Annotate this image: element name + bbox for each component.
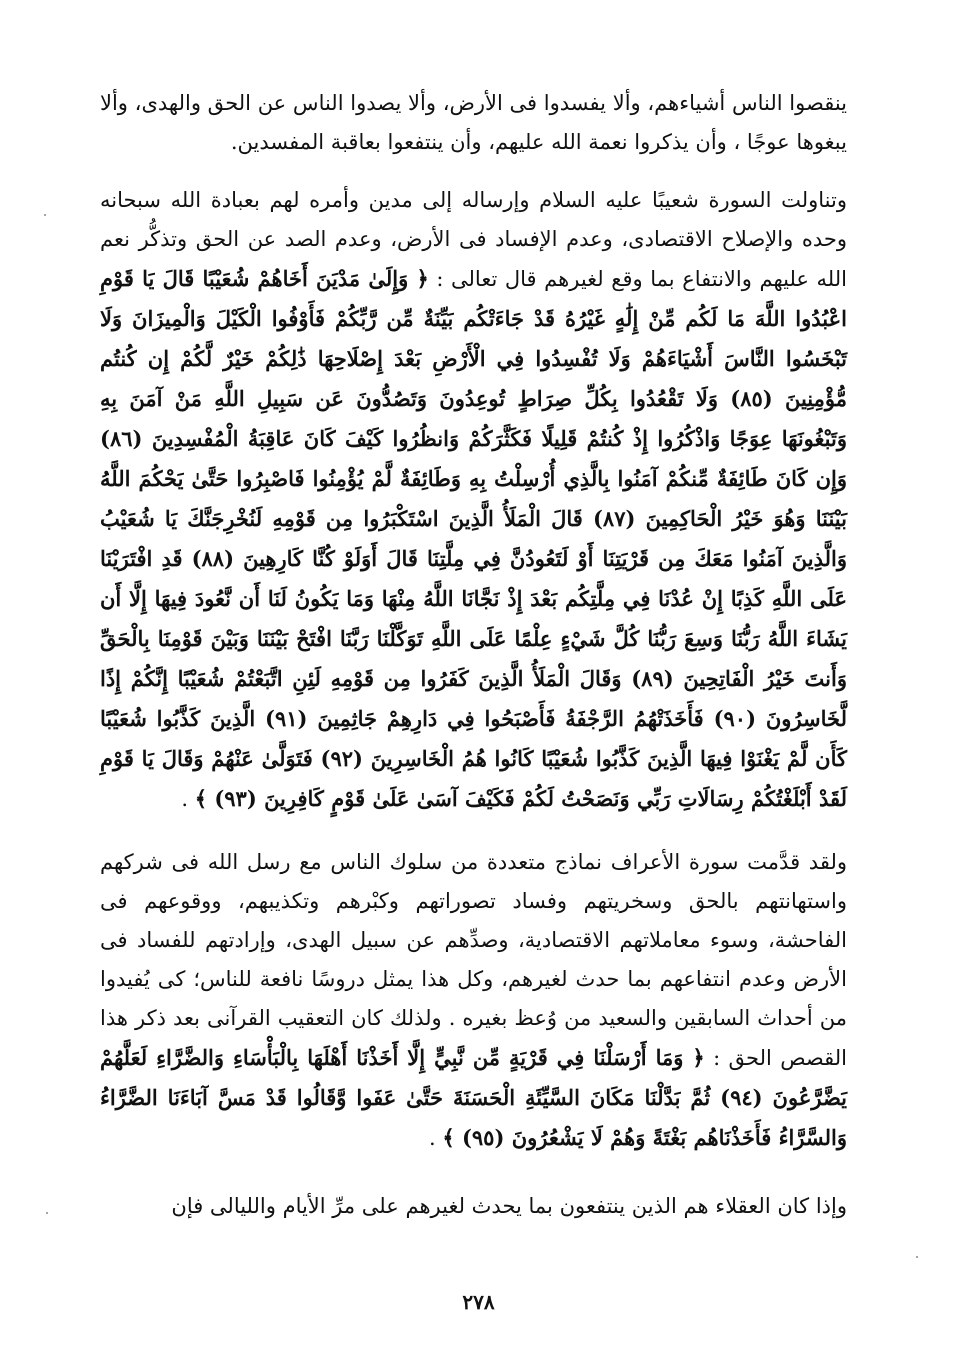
paragraph-4-text: وإذا كان العقلاء هم الذين ينتفعون بما يحدث لغيرهم على مرِّ الأيام والليالى فإن xyxy=(171,1194,847,1218)
quran-quote-1: ﴿ وَإِلَىٰ مَدْيَنَ أَخَاهُمْ شُعَيْبًا قَالَ يَا قَوْمِ اعْبُدُوا اللَّهَ مَا لَكُم مِّنْ إِلَٰهٍ غَيْرُهُ قَدْ جَاءَتْكُم بَيِّنَةٌ مِّن رَّبِّكُمْ فَأَوْفُوا الْكَيْلَ وَالْمِيزَانَ وَلَا تَبْخَسُوا النَّاسَ أَشْيَاءَهُمْ وَلَا تُفْسِدُوا فِي الْأَرْضِ بَعْدَ إِصْلَاحِهَا ذَٰلِكُمْ خَيْرٌ لَّكُمْ إِن كُنتُم مُّؤْمِنِينَ (٨٥) وَلَا تَقْعُدُوا بِكُلِّ صِرَاطٍ تُوعِدُونَ وَتَصُدُّونَ عَن سَبِيلِ اللَّهِ مَنْ آمَنَ بِهِ وَتَبْغُونَهَا عِوَجًا وَاذْكُرُوا إِذْ كُنتُمْ قَلِيلًا فَكَثَّرَكُمْ وَانظُرُوا كَيْفَ كَانَ عَاقِبَةُ الْمُفْسِدِينَ (٨٦) وَإِن كَانَ طَائِفَةٌ مِّنكُمْ آمَنُوا بِالَّذِي أُرْسِلْتُ بِهِ وَطَائِفَةٌ لَّمْ يُؤْمِنُوا فَاصْبِرُوا حَتَّىٰ يَحْكُمَ اللَّهُ بَيْنَنَا وَهُوَ خَيْرُ الْحَاكِمِينَ (٨٧) قَالَ الْمَلَأُ الَّذِينَ اسْتَكْبَرُوا مِن قَوْمِهِ لَنُخْرِجَنَّكَ يَا شُعَيْبُ وَالَّذِينَ آمَنُوا مَعَكَ مِن قَرْيَتِنَا أَوْ لَتَعُودُنَّ فِي مِلَّتِنَا قَالَ أَوَلَوْ كُنَّا كَارِهِينَ (٨٨) قَدِ افْتَرَيْنَا عَلَى اللَّهِ كَذِبًا إِنْ عُدْنَا فِي مِلَّتِكُم بَعْدَ إِذْ نَجَّانَا اللَّهُ مِنْهَا وَمَا يَكُونُ لَنَا أَن نَّعُودَ فِيهَا إِلَّا أَن يَشَاءَ اللَّهُ رَبُّنَا وَسِعَ رَبُّنَا كُلَّ شَيْءٍ عِلْمًا عَلَى اللَّهِ تَوَكَّلْنَا رَبَّنَا افْتَحْ بَيْنَنَا وَبَيْنَ قَوْمِنَا بِالْحَقِّ وَأَنتَ خَيْرُ الْفَاتِحِينَ (٨٩) وَقَالَ الْمَلَأُ الَّذِينَ كَفَرُوا مِن قَوْمِهِ لَئِنِ اتَّبَعْتُمْ شُعَيْبًا إِنَّكُمْ إِذًا لَّخَاسِرُونَ (٩٠) فَأَخَذَتْهُمُ الرَّجْفَةُ فَأَصْبَحُوا فِي دَارِهِمْ جَاثِمِينَ (٩١) الَّذِينَ كَذَّبُوا شُعَيْبًا كَأَن لَّمْ يَغْنَوْا فِيهَا الَّذِينَ كَذَّبُوا شُعَيْبًا كَانُوا هُمُ الْخَاسِرِينَ (٩٢) فَتَوَلَّىٰ عَنْهُمْ وَقَالَ يَا قَوْمِ لَقَدْ أَبْلَغْتُكُمْ رِسَالَاتِ رَبِّي وَنَصَحْتُ لَكُمْ فَكَيْفَ آسَىٰ عَلَىٰ قَوْمٍ كَافِرِينَ (٩٣) ﴾ xyxy=(100,266,848,811)
scan-speck xyxy=(916,1256,918,1258)
paragraph-3-end: . xyxy=(428,1126,436,1150)
page-number: ٢٧٨ xyxy=(462,1290,495,1314)
scan-speck xyxy=(44,214,46,216)
paragraph-1 xyxy=(100,84,847,162)
paragraph-2-intro: وتناولت السورة شعيبًا عليه السلام وإرساله إلى مدين وأمره لهم بعبادة الله سبحانه وحده والإصلاح الاقتصادى، وعدم الإفساد فى الأرض، وعدم الصد عن الحق وتذكُّر نعم الله عليهم والانتفاع بما وقع لغيرهم قال تعالى : xyxy=(100,188,847,291)
paragraph-2-end: . xyxy=(181,787,189,811)
paragraph-3-intro: ولقد قدَّمت سورة الأعراف نماذج متعددة من سلوك الناس مع رسل الله فى شركهم واستهانتهم بالحق وسخريتهم وفساد تصوراتهم وكبْرهم وتكذيبهم، ووقوعهم فى الفاحشة، وسوء معاملاتهم الاقتصادية، وصدِّهم عن سبيل الهدى، وإرادتهم للفساد فى الأرض وعدم انتفاعهم بما حدث لغيرهم، وكل هذا يمثل دروسًا نافعة للناس؛ كى يُفيدوا من أحداث السابقين والسعيد من وُعظ بغيره . ولذلك كان التعقيب القرآنى بعد ذكر هذا القصص الحق : xyxy=(100,850,847,1070)
paragraph-4 xyxy=(100,1187,847,1226)
scan-speck xyxy=(46,1212,48,1214)
paragraph-3 xyxy=(100,843,847,1158)
quran-quote-2: ﴿ وَمَا أَرْسَلْنَا فِي قَرْيَةٍ مِّن نَّبِيٍّ إِلَّا أَخَذْنَا أَهْلَهَا بِالْبَأْسَاءِ وَالضَّرَّاءِ لَعَلَّهُمْ يَضَّرَّعُونَ (٩٤) ثُمَّ بَدَّلْنَا مَكَانَ السَّيِّئَةِ الْحَسَنَةَ حَتَّىٰ عَفَوا وَّقَالُوا قَدْ مَسَّ آبَاءَنَا الضَّرَّاءُ وَالسَّرَّاءُ فَأَخَذْنَاهُم بَغْتَةً وَهُمْ لَا يَشْعُرُونَ (٩٥) ﴾ xyxy=(100,1045,847,1150)
paragraph-1-text: ينقصوا الناس أشياءهم، وألا يفسدوا فى الأرض، وألا يصدوا الناس عن الحق والهدى، وألا يبغوها عوجًا ، وأن يذكروا نعمة الله عليهم، وأن ينتفعوا بعاقبة المفسدين. xyxy=(100,91,847,154)
paragraph-2 xyxy=(100,181,847,819)
